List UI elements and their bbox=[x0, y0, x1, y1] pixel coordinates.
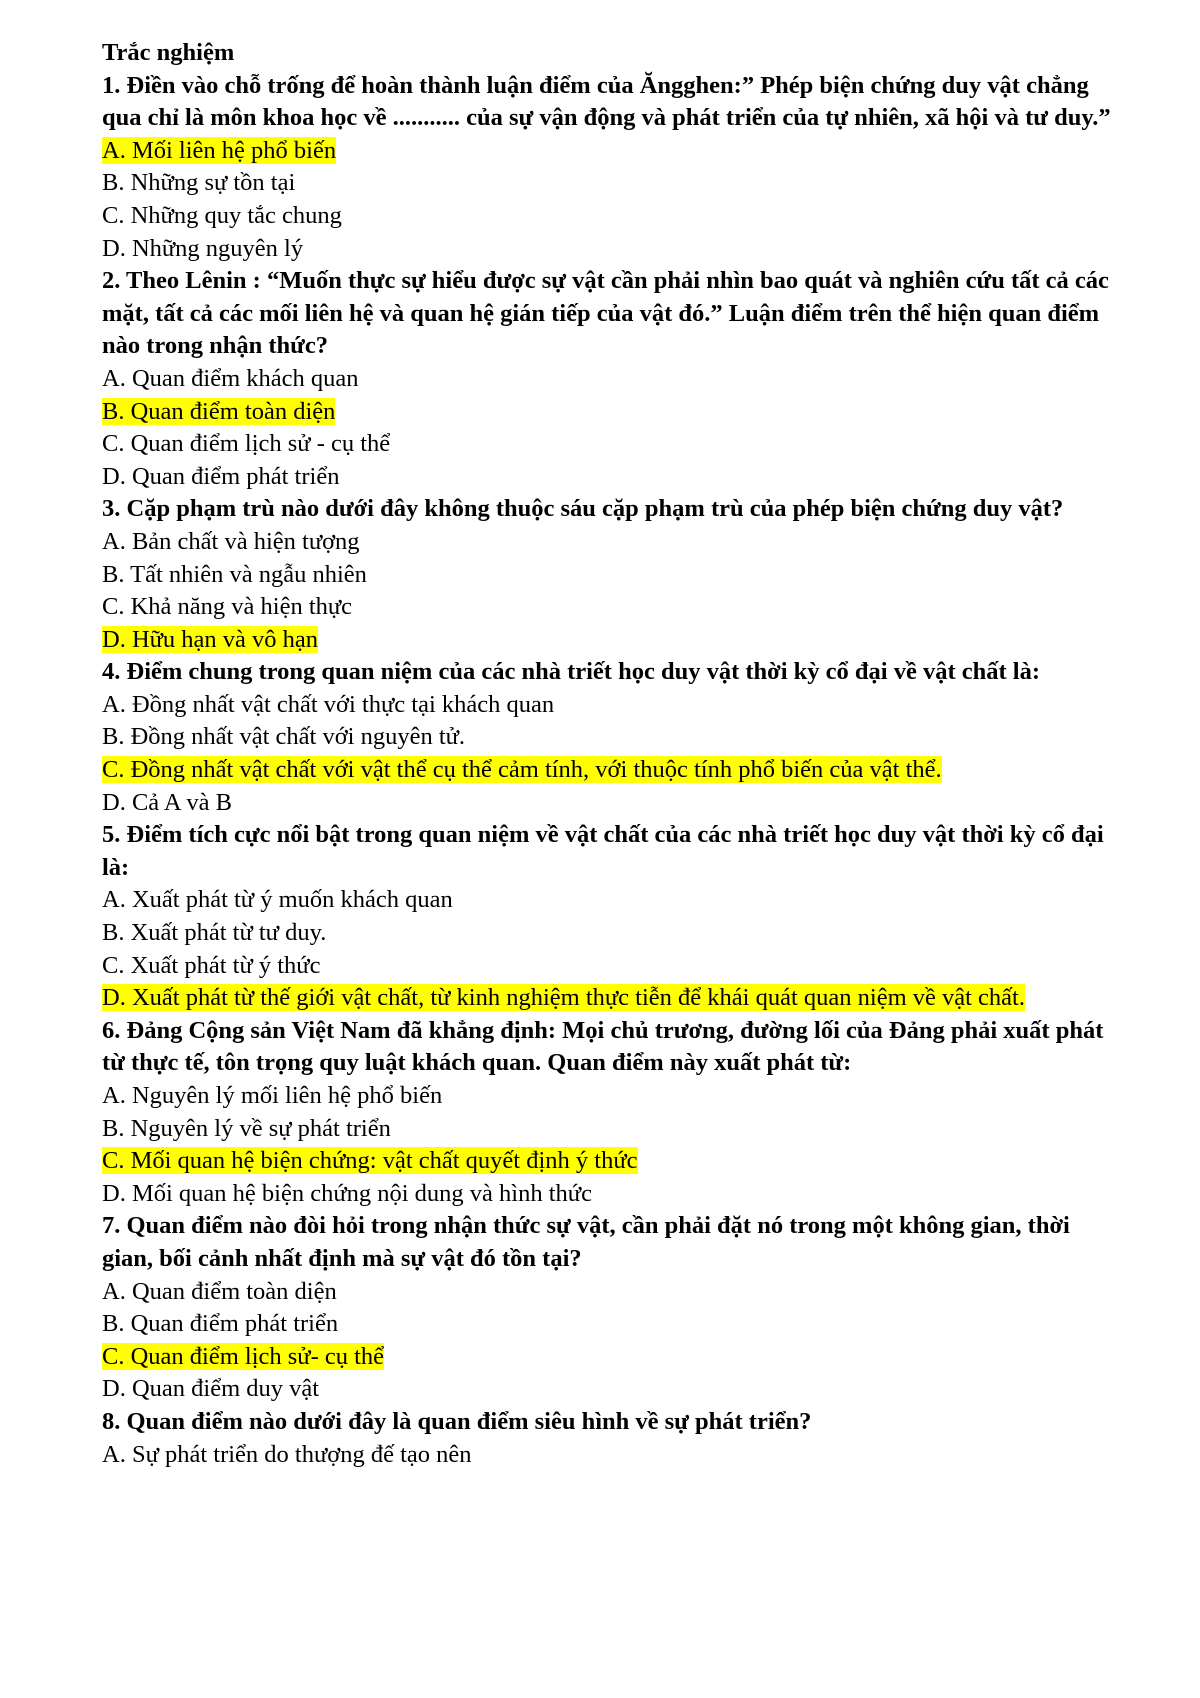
answer-text: A. Bản chất và hiện tượng bbox=[102, 527, 360, 555]
question-text: 7. Quan điểm nào đòi hỏi trong nhận thức sự vật, cần phải đặt nó trong một không gian, thời gian, bối cảnh nhất định mà sự vật đó tồn tại? bbox=[102, 1212, 1070, 1272]
answer-option bbox=[102, 1145, 1112, 1178]
highlighted-answer-text: C. Đồng nhất vật chất với vật thể cụ thể cảm tính, với thuộc tính phổ biến của vật thể. bbox=[102, 756, 942, 784]
highlighted-answer-text: B. Quan điểm toàn diện bbox=[102, 397, 336, 425]
answer-option bbox=[102, 624, 1112, 657]
answer-option bbox=[102, 754, 1112, 787]
document-title: Trắc nghiệm bbox=[102, 39, 235, 66]
answer-text: A. Đồng nhất vật chất với thực tại khách quan bbox=[102, 690, 555, 718]
answer-option bbox=[102, 982, 1112, 1015]
question-block bbox=[102, 493, 1112, 656]
answer-option bbox=[102, 526, 1112, 559]
answer-text: C. Xuất phát từ ý thức bbox=[102, 951, 321, 979]
answer-option bbox=[102, 787, 1112, 820]
answer-text: B. Xuất phát từ tư duy. bbox=[102, 919, 327, 947]
answer-option bbox=[102, 396, 1112, 429]
question-text: 1. Điền vào chỗ trống để hoàn thành luận điểm của Ăngghen:” Phép biện chứng duy vật chẳng qua chỉ là môn khoa học về ........... của sự vận động và phát triển của tự nhiên, xã hội và tư duy.” bbox=[102, 71, 1111, 132]
answer-option bbox=[102, 721, 1112, 754]
answer-text: D. Quan điểm phát triển bbox=[102, 462, 340, 490]
question-text: 6. Đảng Cộng sản Việt Nam đã khẳng định: Mọi chủ trương, đường lối của Đảng phải xuất phát từ thực tế, tôn trọng quy luật khách quan. Quan điểm này xuất phát từ: bbox=[102, 1016, 1104, 1077]
answer-text: B. Những sự tồn tại bbox=[102, 169, 296, 197]
answer-text: B. Nguyên lý về sự phát triển bbox=[102, 1114, 391, 1142]
question-block bbox=[102, 265, 1112, 493]
answer-option bbox=[102, 167, 1112, 200]
highlighted-answer-text: D. Hữu hạn và vô hạn bbox=[102, 625, 319, 653]
answer-text: D. Cả A và B bbox=[102, 788, 232, 816]
question-text: 8. Quan điểm nào dưới đây là quan điểm siêu hình về sự phát triển? bbox=[102, 1407, 812, 1435]
answer-option bbox=[102, 917, 1112, 950]
answer-text: C. Khả năng và hiện thực bbox=[102, 593, 353, 621]
answer-option bbox=[102, 428, 1112, 461]
answer-option bbox=[102, 461, 1112, 494]
answer-text: A. Nguyên lý mối liên hệ phổ biến bbox=[102, 1082, 443, 1109]
highlighted-answer-text: C. Quan điểm lịch sử- cụ thể bbox=[102, 1342, 385, 1370]
answer-text: D. Những nguyên lý bbox=[102, 234, 304, 262]
answer-option bbox=[102, 591, 1112, 624]
answer-option bbox=[102, 1373, 1112, 1406]
answer-option bbox=[102, 1178, 1112, 1211]
answer-option bbox=[102, 1276, 1112, 1309]
answer-option bbox=[102, 950, 1112, 983]
question-text: 4. Điểm chung trong quan niệm của các nhà triết học duy vật thời kỳ cổ đại về vật chất là: bbox=[102, 658, 1040, 686]
answer-option bbox=[102, 1439, 1112, 1472]
answer-text: D. Mối quan hệ biện chứng nội dung và hình thức bbox=[102, 1179, 592, 1207]
answer-option bbox=[102, 135, 1112, 168]
question-text: 3. Cặp phạm trù nào dưới đây không thuộc sáu cặp phạm trù của phép biện chứng duy vật? bbox=[102, 495, 1064, 523]
answer-text: A. Sự phát triển do thượng đế tạo nên bbox=[102, 1440, 472, 1468]
answer-option bbox=[102, 200, 1112, 233]
answer-option bbox=[102, 363, 1112, 396]
answer-option bbox=[102, 884, 1112, 917]
question-text: 5. Điểm tích cực nổi bật trong quan niệm về vật chất của các nhà triết học duy vật thời kỳ cổ đại là: bbox=[102, 821, 1104, 881]
answer-option bbox=[102, 1341, 1112, 1374]
question-block bbox=[102, 70, 1112, 266]
highlighted-answer-text: D. Xuất phát từ thế giới vật chất, từ kinh nghiệm thực tiễn để khái quát quan niệm về vật chất. bbox=[102, 984, 1025, 1012]
question-block bbox=[102, 1015, 1112, 1211]
answer-text: B. Quan điểm phát triển bbox=[102, 1310, 339, 1338]
answer-text: A. Xuất phát từ ý muốn khách quan bbox=[102, 886, 453, 914]
answer-option bbox=[102, 1113, 1112, 1146]
answer-text: A. Quan điểm toàn diện bbox=[102, 1277, 337, 1305]
answer-option bbox=[102, 1080, 1112, 1113]
question-text: 2. Theo Lênin : “Muốn thực sự hiểu được sự vật cần phải nhìn bao quát và nghiên cứu tất cả các mặt, tất cả các mối liên hệ và quan hệ gián tiếp của vật đó.” Luận điểm trên thể hiện quan điểm nào trong nhận thức? bbox=[102, 267, 1109, 360]
answer-text: D. Quan điểm duy vật bbox=[102, 1375, 320, 1403]
answer-text: B. Đồng nhất vật chất với nguyên tử. bbox=[102, 723, 466, 751]
answer-text: C. Quan điểm lịch sử - cụ thể bbox=[102, 430, 391, 458]
document-page bbox=[102, 37, 1112, 1471]
question-block bbox=[102, 1210, 1112, 1406]
question-block bbox=[102, 819, 1112, 1015]
answer-text: C. Những quy tắc chung bbox=[102, 201, 342, 229]
answer-option bbox=[102, 689, 1112, 722]
highlighted-answer-text: A. Mối liên hệ phổ biến bbox=[102, 136, 337, 164]
question-list bbox=[102, 70, 1112, 1472]
question-block bbox=[102, 1406, 1112, 1471]
answer-option bbox=[102, 233, 1112, 266]
question-block bbox=[102, 656, 1112, 819]
highlighted-answer-text: C. Mối quan hệ biện chứng: vật chất quyết định ý thức bbox=[102, 1147, 638, 1175]
answer-option bbox=[102, 1308, 1112, 1341]
answer-text: A. Quan điểm khách quan bbox=[102, 364, 359, 392]
answer-option bbox=[102, 559, 1112, 592]
answer-text: B. Tất nhiên và ngẫu nhiên bbox=[102, 560, 367, 588]
